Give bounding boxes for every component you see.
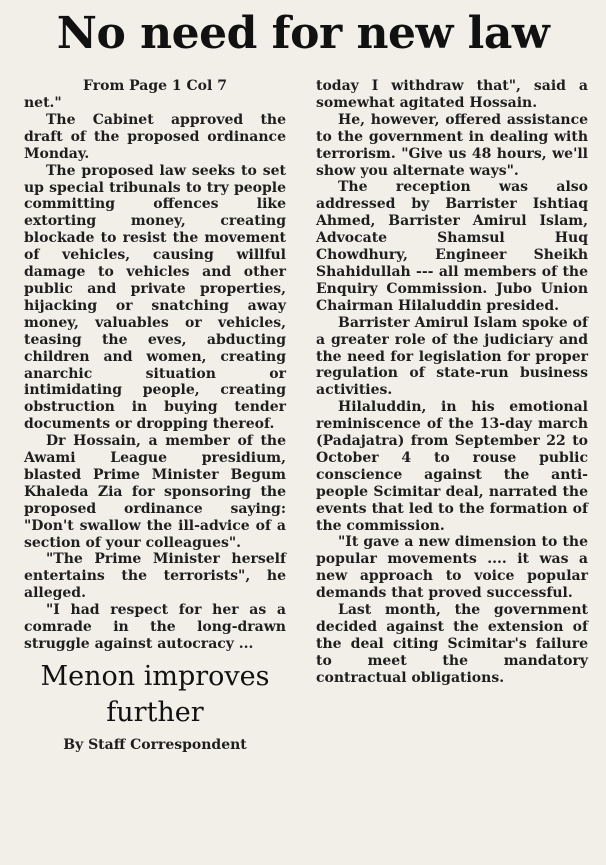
left-column: [24, 78, 286, 754]
article-paragraph: "I had respect for her as a comrade in the long-drawn struggle against autocracy ...: [24, 602, 286, 652]
article-paragraph: The reception was also addressed by Barrister Ishtiaq Ahmed, Barrister Amirul Islam, Advocate Shamsul Huq Chowdhury, Engineer Sheikh Shahidullah --- all members of the Enquiry Commission. Jubo Union Chairman Hilaluddin presided.: [316, 179, 588, 314]
article-paragraph: The proposed law seeks to set up special tribunals to try people committing offences like extorting money, creating blockade to resist the movement of vehicles, causing willful damage to vehicles and other public and private properties, hijacking or snatching away money, valuables or vehicles, teasing the eves, abducting children and women, creating anarchic situation or intimidating people, creating obstruction in buying tender documents or dropping thereof.: [24, 162, 286, 433]
article-paragraph: Dr Hossain, a member of the Awami League presidium, blasted Prime Minister Begum Khaleda Zia for sponsoring the proposed ordinance saying: "Don't swallow the ill-advice of a section of your colleagues".: [24, 433, 286, 551]
article-paragraph: "It gave a new dimension to the popular movements .... it was a new approach to voice popular demands that proved successful.: [316, 534, 588, 602]
article-paragraph: net.": [24, 95, 62, 111]
headline: No need for new law: [56, 8, 550, 59]
article-paragraph: He, however, offered assistance to the government in dealing with terrorism. "Give us 48 hours, we'll show you alternate ways".: [316, 111, 588, 179]
second-story-headline: Menon improves further: [40, 660, 270, 728]
article-paragraph: today I withdraw that", said a somewhat agitated Hossain.: [316, 78, 588, 111]
article-paragraph: Barrister Amirul Islam spoke of a greater role of the judiciary and the need for legislation for proper regulation of state-run business activities.: [316, 314, 588, 399]
article-paragraph: "The Prime Minister herself entertains the terrorists", he alleged.: [24, 551, 286, 602]
article-paragraph: The Cabinet approved the draft of the proposed ordinance Monday.: [24, 111, 286, 162]
byline: By Staff Correspondent: [63, 736, 247, 753]
dateline: From Page 1 Col 7: [83, 78, 227, 94]
article-paragraph: Hilaluddin, in his emotional reminiscence of the 13-day march (Padajatra) from September 22 to October 4 to rouse public conscience against the anti-people Scimitar deal, narrated the events that led to the formation of the commission.: [316, 399, 588, 534]
right-column: [316, 78, 588, 687]
article-paragraph: Last month, the government decided against the extension of the deal citing Scimitar's failure to meet the mandatory contractual obligations.: [316, 602, 588, 686]
